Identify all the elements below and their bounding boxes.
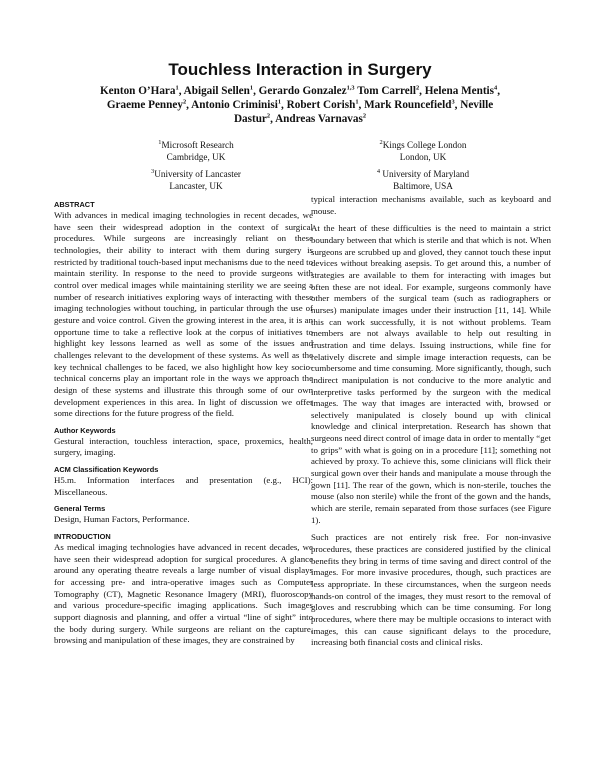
acm-classification-heading: ACM Classification Keywords xyxy=(54,465,159,475)
author: Graeme Penney$^2$ xyxy=(106,98,187,112)
right-column xyxy=(311,194,551,655)
affiliation: $^1$Microsoft Research Cambridge, UK xyxy=(158,138,234,162)
acm-classification-text: H5.m. Information interfaces and presentation (e.g., HCI): Miscellaneous. xyxy=(54,475,313,497)
general-terms-heading: General Terms xyxy=(54,504,106,514)
author: Neville Dastur$^2$ xyxy=(233,99,494,126)
body-paragraph: typical interaction mechanisms available, such as keyboard and mouse. xyxy=(311,194,551,216)
abstract-heading: ABSTRACT xyxy=(54,200,95,209)
author-keywords-text: Gestural interaction, touchless interaction, space, proxemics, health, surgery, imaging. xyxy=(54,435,313,458)
author: Robert Corish$^1$ xyxy=(286,98,359,112)
body-paragraph: At the heart of these difficulties is the need to maintain a strict boundary between that which is sterile and that which is not. When surgeons are scrubbed up and gloved, they cannot touch these input devices without breaking asepsis. To get around this, a number of strategies are available to them for interacting with images but often these are not ideal. For example, surgeons commonly have other members of the surgical team (such as radiographers or nurses) manipulate images under their instruction [11, 14]. While this can work successfully, it is not without problems. Team members are not always available to help out resulting in frustration and time delays. Issuing instructions, while fine for relatively discrete and simple image interaction requests, can be cumbersome and time consuming. More significantly, though, such indirect manipulation is not conducive to the more analytic and interpretive tasks performed by the surgeon with the medical images. The way that images are interacted with, browsed or selectively manipulated is closely bound up with clinical knowledge and clinical interpretation. Research has shown that surgeons need direct control of image data in order to mentally “get to grips” with what is going on in a procedure [11]; something not achieved by proxy. To achieve this, some clinicians will flick their surgical gown over their hands and manipulate a mouse through the gown [11]. The rear of the gown, which is non-sterile, touches the mouse (also non sterile) while the front of the gown and the hands, which are sterile, remain separated from those surfaces (see Figure 1). xyxy=(311,223,551,525)
author: Helena Mentis$^4$ xyxy=(424,84,498,97)
abstract-text: With advances in medical imaging technologies in recent decades, we have seen their widespread adoption in the context of surgical procedures. While surgeons are increasingly reliant on these technologies, their ability to interact with them during surgery is restricted by traditional touch-based input mechanisms due to the need to maintain sterility. In response to the need to provide surgeons with control over medical images while maintaining sterility we are seeing a number of research initiatives exploring ways of interacting with these imaging technologies without touching, in particular through the use of gesture and voice control. Given the growing interest in the area, it is an opportune time to take a reflective look at the corpus of initiatives to highlight key lessons learned as well as some of the issues and challenges relevant to the development of these systems. As well as the key technical challenges to be faced, we also highlight how key socio-technical concerns play an important role in the ways we approach the design of these systems and illustrate this through some of our own development experiences in this area. In light of discussion we offer some directions for the future progress of the field. xyxy=(54,210,313,419)
author: Kenton O’Hara$^1$ xyxy=(99,84,179,97)
introduction-heading: INTRODUCTION xyxy=(54,532,111,542)
affiliation: $^4$ University of Maryland Baltimore, USA xyxy=(376,167,470,191)
author: Gerardo Gonzalez$^{1,3}$ xyxy=(258,84,355,97)
paper-title: Touchless Interaction in Surgery xyxy=(168,60,432,79)
introduction-text: As medical imaging technologies have advanced in recent decades, we have seen their widespread adoption for surgical procedures. A glance around any operating theatre reveals a large number of visual displays for accessing pre- and intra-operative images such as Computer Tomography (CT), Magnetic Resonance Imagery (MRI), fluoroscopy and various procedure-specific imaging applications. Such images support diagnosis and planning, and offer a virtual “line of sight” into the body during surgery. While surgeons are reliant on the capture, browsing and manipulation of these images, they are constrained by xyxy=(54,542,313,646)
author: Andreas Varnavas$^2$ xyxy=(275,112,367,126)
affiliation: $^3$University of Lancaster Lancaster, UK xyxy=(151,167,241,191)
author-keywords-heading: Author Keywords xyxy=(54,425,116,435)
left-column xyxy=(54,200,313,653)
general-terms-text: Design, Human Factors, Performance. xyxy=(54,514,190,525)
author-list: Kenton O’Hara$^1$, Abigail Sellen$^1$, Gerardo Gonzalez$^{1,3}$ Tom Carrell$^2$, Helena Mentis$^4$, Graeme Penney$^2$, Antonio Criminisi$^1$, Robert Corish$^1$, Mark Rouncefield$^3$, Neville Dastur$^2$, Andreas Varnavas$^2$ xyxy=(99,84,501,126)
body-paragraph: Such practices are not entirely risk free. For non-invasive procedures, these practices are considered justified by the clinical benefits they bring in terms of time saving and direct control of the images. For more invasive procedures, though, such practices are less appropriate. In these circumstances, when the surgeon needs hands-on control of the images, they must resort to the removal of gloves and rescrubbing which can be time consuming. For long procedures, where there may be multiple occasions to interact with images, this can cause significant delays to the procedure, increasing both financial costs and clinical risks. xyxy=(311,532,551,648)
author: Abigail Sellen$^1$ xyxy=(183,84,254,97)
author: Mark Rouncefield$^3$ xyxy=(364,98,455,112)
author: Antonio Criminisi$^1$ xyxy=(191,98,282,112)
author: Tom Carrell$^2$ xyxy=(357,84,420,97)
affiliation: $^2$Kings College London London, UK xyxy=(379,138,467,162)
